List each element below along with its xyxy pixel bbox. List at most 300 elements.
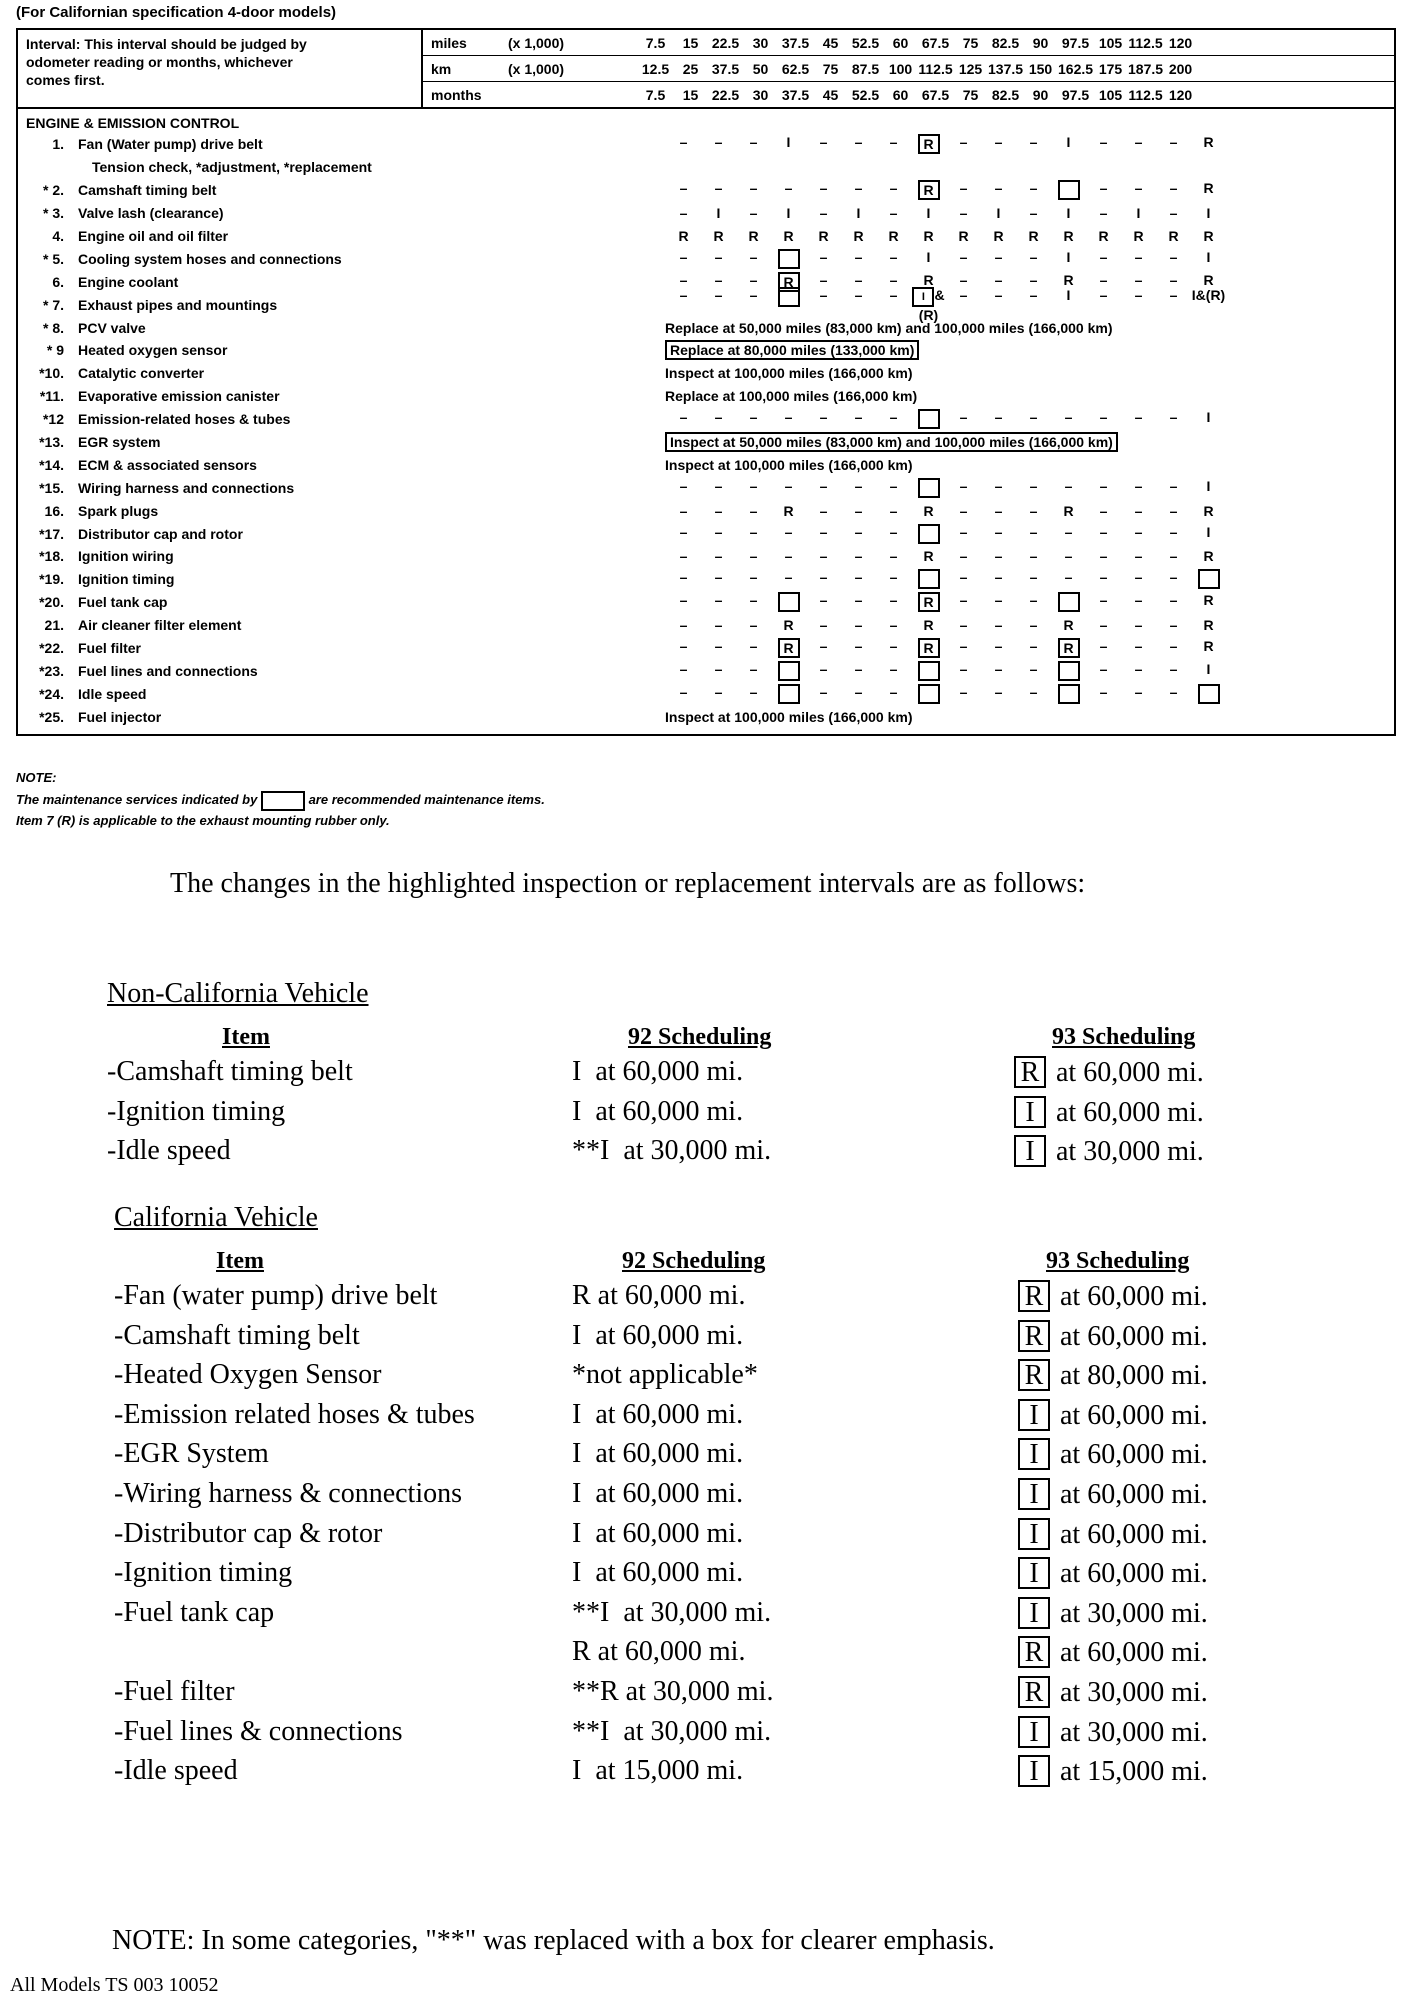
schedule-cell: R bbox=[783, 228, 794, 244]
schedule-cell: – bbox=[1099, 271, 1108, 288]
schedule-cell: – bbox=[854, 638, 863, 655]
scheduling-93-text: at 30,000 mi. bbox=[1060, 1677, 1208, 1708]
schedule-cell: – bbox=[1169, 523, 1178, 540]
boxed-code: I bbox=[1018, 1716, 1050, 1748]
schedule-cell: I bbox=[716, 205, 721, 222]
comparison-item: -Idle speed bbox=[114, 1755, 238, 1787]
schedule-cell bbox=[911, 569, 946, 589]
interval-value: 187.5 bbox=[1128, 60, 1164, 77]
scheduling-93 bbox=[1018, 1359, 1208, 1392]
schedule-cell: – bbox=[959, 548, 968, 565]
schedule-item bbox=[18, 545, 1394, 568]
schedule-cell: – bbox=[714, 660, 723, 677]
scheduling-92: **I at 30,000 mi. bbox=[572, 1596, 772, 1628]
schedule-item bbox=[18, 522, 1394, 545]
schedule-cell: – bbox=[679, 286, 688, 303]
schedule-cell: I bbox=[1066, 205, 1071, 222]
schedule-cell: – bbox=[1099, 502, 1108, 519]
schedule-cell: – bbox=[994, 683, 1003, 700]
schedule-cell: – bbox=[714, 638, 723, 655]
scheduling-92: I at 60,000 mi. bbox=[572, 1319, 744, 1351]
boxed-mark bbox=[778, 249, 800, 269]
schedule-cell: – bbox=[819, 638, 828, 655]
schedule-cell: – bbox=[854, 548, 863, 565]
interval-value: 37.5 bbox=[781, 86, 810, 103]
schedule-cell: – bbox=[819, 592, 828, 609]
schedule-cell: – bbox=[1099, 180, 1108, 197]
california-col-92: 92 Scheduling bbox=[622, 1248, 766, 1274]
schedule-cell: – bbox=[854, 286, 863, 303]
schedule-cell: – bbox=[714, 286, 723, 303]
schedule-cell: I bbox=[926, 205, 931, 222]
schedule-cell: – bbox=[1029, 683, 1038, 700]
interval-value: 30 bbox=[752, 86, 769, 103]
schedule-cell: – bbox=[1064, 548, 1073, 565]
item-name: Emission-related hoses & tubes bbox=[78, 411, 291, 428]
schedule-cell: – bbox=[1134, 271, 1143, 288]
schedule-cell: – bbox=[784, 477, 793, 494]
schedule-cell: – bbox=[854, 477, 863, 494]
interval-value: 120 bbox=[1168, 34, 1193, 51]
schedule-cell: – bbox=[819, 286, 828, 303]
scheduling-93 bbox=[1018, 1320, 1208, 1353]
item-number: *10. bbox=[39, 365, 64, 382]
schedule-cell: – bbox=[679, 180, 688, 197]
schedule-cell: – bbox=[714, 134, 723, 151]
interval-value: 75 bbox=[822, 60, 839, 77]
schedule-cell: R bbox=[853, 228, 864, 244]
schedule-cell: I bbox=[1206, 477, 1211, 494]
boxed-mark: R bbox=[778, 272, 800, 292]
boxed-code: I bbox=[1018, 1755, 1050, 1787]
schedule-cell: R bbox=[1063, 228, 1074, 244]
schedule-cell: – bbox=[959, 638, 968, 655]
schedule-cell: R bbox=[783, 502, 794, 519]
schedule-item bbox=[18, 637, 1394, 660]
schedule-item bbox=[18, 591, 1394, 614]
scheduling-93 bbox=[1018, 1399, 1208, 1432]
schedule-cell: I bbox=[926, 248, 931, 265]
schedule-cell: R bbox=[1203, 180, 1214, 197]
schedule-cell: – bbox=[854, 660, 863, 677]
schedule-items bbox=[18, 133, 1394, 734]
schedule-cell: R bbox=[923, 228, 934, 244]
schedule-cell: – bbox=[959, 134, 968, 151]
scheduling-93 bbox=[1018, 1280, 1208, 1313]
item-name: Idle speed bbox=[78, 685, 147, 702]
schedule-cell: – bbox=[819, 205, 828, 222]
schedule-cell: – bbox=[679, 683, 688, 700]
schedule-cell: – bbox=[1134, 660, 1143, 677]
boxed-code: R bbox=[1018, 1359, 1050, 1391]
item-name: PCV valve bbox=[78, 319, 146, 336]
non-california-col-item: Item bbox=[222, 1024, 270, 1050]
schedule-cell: R bbox=[818, 228, 829, 244]
comparison-item: -Camshaft timing belt bbox=[107, 1056, 353, 1087]
item-cells bbox=[666, 228, 1226, 244]
scheduling-93 bbox=[1018, 1676, 1208, 1709]
schedule-cell: – bbox=[749, 271, 758, 288]
interval-value: 75 bbox=[962, 86, 979, 103]
note-line-1-post: are recommended maintenance items. bbox=[308, 792, 545, 807]
schedule-item bbox=[18, 202, 1394, 225]
comparison-item: -Fan (water pump) drive belt bbox=[114, 1280, 438, 1311]
schedule-cell: R bbox=[1203, 134, 1214, 151]
boxed-mark bbox=[778, 661, 800, 681]
item-number: 21. bbox=[44, 617, 64, 634]
interval-value: 25 bbox=[682, 60, 699, 77]
schedule-cell: – bbox=[749, 248, 758, 265]
interval-multiplier: (x 1,000) bbox=[508, 34, 565, 51]
boxed-mark: R bbox=[918, 134, 940, 154]
schedule-cell: – bbox=[679, 248, 688, 265]
item-cells bbox=[666, 249, 1226, 269]
scheduling-93-text: at 60,000 mi. bbox=[1060, 1518, 1208, 1550]
schedule-cell: – bbox=[749, 134, 758, 151]
scheduling-92: I at 15,000 mi. bbox=[572, 1755, 744, 1787]
scheduling-93-text: at 60,000 mi. bbox=[1060, 1479, 1208, 1510]
schedule-cell: – bbox=[714, 592, 723, 609]
scheduling-93 bbox=[1014, 1096, 1204, 1129]
schedule-cell: – bbox=[1169, 248, 1178, 265]
schedule-cell: – bbox=[959, 660, 968, 677]
schedule-cell: – bbox=[1029, 271, 1038, 288]
schedule-item bbox=[18, 453, 1394, 476]
schedule-cell: – bbox=[819, 548, 828, 565]
schedule-cell: – bbox=[749, 409, 758, 426]
schedule-item bbox=[18, 705, 1394, 728]
schedule-cell: – bbox=[1099, 548, 1108, 565]
scheduling-92: R at 60,000 mi. bbox=[572, 1636, 746, 1668]
boxed-mark: R bbox=[778, 638, 800, 658]
interval-value: 67.5 bbox=[921, 86, 950, 103]
interval-value: 112.5 bbox=[1128, 86, 1163, 103]
schedule-cell: – bbox=[1169, 592, 1178, 609]
interval-value: 15 bbox=[682, 86, 699, 103]
schedule-cell: – bbox=[1099, 683, 1108, 700]
schedule-item bbox=[18, 659, 1394, 682]
schedule-cell: – bbox=[889, 617, 898, 634]
schedule-cell: – bbox=[1064, 409, 1073, 426]
schedule-cell: – bbox=[1134, 638, 1143, 655]
schedule-cell: – bbox=[819, 683, 828, 700]
schedule-cell: – bbox=[749, 592, 758, 609]
schedule-cell: – bbox=[1029, 617, 1038, 634]
schedule-cell: I bbox=[996, 205, 1001, 222]
interval-description bbox=[18, 30, 423, 107]
schedule-cell: – bbox=[679, 477, 688, 494]
schedule-cell: – bbox=[679, 134, 688, 151]
schedule-cell: – bbox=[1134, 502, 1143, 519]
item-cells bbox=[666, 180, 1226, 200]
boxed-mark bbox=[1058, 661, 1080, 681]
schedule-cell: – bbox=[819, 523, 828, 540]
schedule-cell: – bbox=[854, 592, 863, 609]
scheduling-93-text: at 60,000 mi. bbox=[1060, 1399, 1208, 1431]
scheduling-93 bbox=[1018, 1636, 1208, 1669]
boxed-mark: I bbox=[912, 287, 934, 307]
schedule-cell: – bbox=[1064, 569, 1073, 586]
boxed-code: I bbox=[1014, 1135, 1046, 1167]
schedule-cell: – bbox=[749, 548, 758, 565]
interval-value: 30 bbox=[752, 34, 769, 51]
schedule-cell: – bbox=[819, 569, 828, 586]
item-number: * 7. bbox=[42, 296, 64, 313]
schedule-cell: R bbox=[713, 228, 724, 244]
schedule-item bbox=[18, 156, 1394, 179]
interval-value: 175 bbox=[1098, 60, 1123, 77]
schedule-cell: – bbox=[1099, 248, 1108, 265]
schedule-cell: – bbox=[1134, 617, 1143, 634]
schedule-cell: I bbox=[1136, 205, 1141, 222]
item-name: Engine oil and oil filter bbox=[78, 228, 229, 244]
interval-text-line: odometer reading or months, whichever bbox=[26, 54, 293, 70]
schedule-cell bbox=[1191, 684, 1226, 704]
schedule-cell: R bbox=[888, 228, 899, 244]
schedule-cell: R bbox=[748, 228, 759, 244]
interval-rows bbox=[423, 30, 1394, 107]
item-name: EGR system bbox=[78, 434, 161, 451]
schedule-cell: – bbox=[994, 180, 1003, 197]
schedule-cell: – bbox=[714, 548, 723, 565]
schedule-cell: – bbox=[854, 180, 863, 197]
schedule-cell: – bbox=[679, 569, 688, 586]
scheduling-93-text: at 60,000 mi. bbox=[1060, 1637, 1208, 1669]
schedule-item bbox=[18, 225, 1394, 248]
schedule-cell: – bbox=[1169, 638, 1178, 655]
scheduling-93-text: at 60,000 mi. bbox=[1056, 1057, 1204, 1088]
scheduling-92: I at 60,000 mi. bbox=[572, 1095, 744, 1127]
california-col-93: 93 Scheduling bbox=[1046, 1248, 1190, 1274]
item-number: *23. bbox=[39, 662, 64, 679]
scheduling-93 bbox=[1014, 1135, 1204, 1168]
item-cells bbox=[666, 638, 1226, 658]
item-cells bbox=[666, 661, 1226, 681]
schedule-cell bbox=[771, 592, 806, 612]
scheduling-92: *not applicable* bbox=[572, 1359, 758, 1391]
schedule-cell: – bbox=[1134, 523, 1143, 540]
boxed-code: R bbox=[1014, 1056, 1046, 1088]
schedule-cell: – bbox=[994, 638, 1003, 655]
interval-value: 52.5 bbox=[851, 86, 880, 103]
boxed-mark: R bbox=[918, 592, 940, 612]
schedule-cell: R bbox=[923, 617, 934, 634]
schedule-cell: – bbox=[959, 502, 968, 519]
item-number: *17. bbox=[39, 525, 64, 542]
scheduling-92: **R at 30,000 mi. bbox=[572, 1676, 774, 1707]
item-number: *24. bbox=[39, 685, 64, 702]
interval-value: 125 bbox=[958, 60, 983, 77]
interval-value: 97.5 bbox=[1061, 34, 1090, 51]
scheduling-92: I at 60,000 mi. bbox=[572, 1056, 744, 1087]
schedule-cell: – bbox=[679, 409, 688, 426]
item-note: Replace at 80,000 miles (133,000 km) bbox=[665, 340, 919, 360]
boxed-mark bbox=[1058, 180, 1080, 200]
item-cells bbox=[666, 569, 1226, 589]
schedule-cell: – bbox=[1134, 409, 1143, 426]
maintenance-schedule-table bbox=[16, 28, 1396, 736]
item-name: Distributor cap and rotor bbox=[78, 525, 243, 542]
schedule-cell: – bbox=[1134, 477, 1143, 494]
schedule-cell: – bbox=[854, 569, 863, 586]
interval-value: 105 bbox=[1098, 86, 1123, 103]
schedule-cell: – bbox=[1029, 660, 1038, 677]
boxed-code: I bbox=[1018, 1478, 1050, 1510]
schedule-cell: – bbox=[1169, 548, 1178, 565]
schedule-cell: – bbox=[679, 271, 688, 288]
interval-header bbox=[18, 30, 1394, 109]
schedule-cell: – bbox=[854, 134, 863, 151]
interval-value: 60 bbox=[892, 86, 909, 103]
schedule-cell: – bbox=[1134, 134, 1143, 151]
interval-value: 137.5 bbox=[988, 60, 1024, 77]
schedule-cell: – bbox=[889, 477, 898, 494]
scheduling-92: I at 60,000 mi. bbox=[572, 1398, 744, 1430]
item-name: Cooling system hoses and connections bbox=[78, 250, 342, 267]
schedule-cell bbox=[911, 409, 946, 429]
item-note: Replace at 100,000 miles (166,000 km) bbox=[665, 388, 918, 405]
schedule-cell: I bbox=[1206, 409, 1211, 426]
schedule-cell: – bbox=[679, 617, 688, 634]
schedule-cell: – bbox=[889, 286, 898, 303]
item-number: *15. bbox=[39, 479, 64, 496]
schedule-cell bbox=[911, 684, 946, 704]
schedule-cell: R bbox=[1063, 271, 1074, 288]
comparison-item: -Emission related hoses & tubes bbox=[114, 1398, 475, 1430]
intro-text: The changes in the highlighted inspection or replacement intervals are as follows: bbox=[170, 868, 1086, 899]
scheduling-93-text: at 80,000 mi. bbox=[1060, 1360, 1208, 1392]
interval-value: 62.5 bbox=[781, 60, 810, 77]
schedule-cell: – bbox=[784, 569, 793, 586]
boxed-code: R bbox=[1018, 1320, 1050, 1352]
interval-row bbox=[423, 56, 1394, 82]
schedule-cell: – bbox=[819, 660, 828, 677]
item-number: *18. bbox=[39, 548, 64, 565]
scheduling-93 bbox=[1018, 1755, 1208, 1788]
schedule-cell: R bbox=[923, 502, 934, 519]
schedule-cell: – bbox=[819, 271, 828, 288]
boxed-mark bbox=[778, 287, 800, 307]
schedule-cell: – bbox=[959, 248, 968, 265]
interval-row bbox=[423, 82, 1394, 107]
item-cells bbox=[666, 134, 1226, 154]
scheduling-93-text: at 60,000 mi. bbox=[1056, 1096, 1204, 1128]
scheduling-93 bbox=[1018, 1478, 1208, 1511]
schedule-cell: – bbox=[819, 502, 828, 519]
schedule-cell: – bbox=[679, 592, 688, 609]
scheduling-93 bbox=[1014, 1056, 1204, 1089]
interval-text-line: Interval: This interval should be judged by bbox=[26, 36, 307, 52]
schedule-cell: R bbox=[1098, 228, 1109, 244]
schedule-cell: – bbox=[784, 180, 793, 197]
interval-value: 82.5 bbox=[991, 34, 1020, 51]
schedule-cell: R bbox=[923, 271, 934, 288]
item-number: * 8. bbox=[42, 319, 64, 336]
interval-value: 12.5 bbox=[641, 60, 670, 77]
schedule-cell: – bbox=[1099, 205, 1108, 222]
schedule-cell: – bbox=[714, 617, 723, 634]
schedule-cell: R bbox=[1028, 228, 1039, 244]
schedule-cell: – bbox=[1169, 617, 1178, 634]
scheduling-93 bbox=[1018, 1438, 1208, 1471]
interval-value: 52.5 bbox=[851, 34, 880, 51]
schedule-cell: – bbox=[994, 271, 1003, 288]
interval-value: 67.5 bbox=[921, 34, 950, 51]
schedule-cell: – bbox=[889, 180, 898, 197]
boxed-code: I bbox=[1018, 1518, 1050, 1550]
item-number: *20. bbox=[39, 594, 64, 611]
schedule-cell bbox=[771, 287, 806, 323]
item-note: Inspect at 50,000 miles (83,000 km) and 100,000 miles (166,000 km) bbox=[665, 432, 1118, 452]
item-name: Fuel filter bbox=[78, 640, 142, 657]
comparison-item: -Fuel tank cap bbox=[114, 1596, 275, 1628]
schedule-cell: – bbox=[749, 569, 758, 586]
schedule-cell: – bbox=[889, 134, 898, 151]
item-number: *12 bbox=[42, 411, 64, 428]
california-col-item: Item bbox=[216, 1248, 264, 1274]
comparison-item: -Idle speed bbox=[107, 1135, 231, 1167]
schedule-cell: – bbox=[889, 205, 898, 222]
schedule-item bbox=[18, 133, 1394, 156]
footnote: NOTE: In some categories, "**" was replaced with a box for clearer emphasis. bbox=[112, 1925, 995, 1956]
schedule-item bbox=[18, 408, 1394, 431]
schedule-cell: – bbox=[994, 569, 1003, 586]
schedule-cell: – bbox=[1029, 592, 1038, 609]
schedule-cell: R bbox=[958, 228, 969, 244]
schedule-cell: – bbox=[1029, 569, 1038, 586]
schedule-item bbox=[18, 247, 1394, 270]
scheduling-92: I at 60,000 mi. bbox=[572, 1438, 744, 1470]
schedule-cell: – bbox=[1169, 683, 1178, 700]
schedule-cell: – bbox=[749, 660, 758, 677]
schedule-cell bbox=[1191, 569, 1226, 589]
schedule-cell: – bbox=[994, 409, 1003, 426]
schedule-cell: – bbox=[1169, 477, 1178, 494]
note-label: NOTE: bbox=[16, 770, 57, 785]
scheduling-92: **I at 30,000 mi. bbox=[572, 1135, 772, 1167]
schedule-cell: – bbox=[819, 180, 828, 197]
schedule-cell: – bbox=[854, 617, 863, 634]
schedule-cell: – bbox=[749, 523, 758, 540]
boxed-mark bbox=[778, 684, 800, 704]
schedule-cell: – bbox=[959, 477, 968, 494]
schedule-cell: – bbox=[1169, 409, 1178, 426]
scheduling-93 bbox=[1018, 1518, 1208, 1551]
california-title: California Vehicle bbox=[114, 1202, 318, 1233]
interval-text-line: comes first. bbox=[26, 72, 105, 88]
boxed-mark: R bbox=[918, 638, 940, 658]
boxed-code: I bbox=[1018, 1597, 1050, 1629]
non-california-col-93: 93 Scheduling bbox=[1052, 1024, 1196, 1050]
schedule-cell bbox=[1051, 661, 1086, 681]
item-note: Inspect at 100,000 miles (166,000 km) bbox=[665, 365, 913, 382]
comparison-item: -Fuel filter bbox=[114, 1676, 235, 1707]
interval-value: 90 bbox=[1032, 34, 1049, 51]
interval-value: 87.5 bbox=[851, 60, 880, 77]
item-number: *11. bbox=[39, 388, 64, 405]
scheduling-92: I at 60,000 mi. bbox=[572, 1557, 744, 1589]
comparison-item: -EGR System bbox=[114, 1438, 269, 1470]
schedule-item bbox=[18, 476, 1394, 499]
boxed-mark bbox=[918, 478, 940, 498]
schedule-cell: R bbox=[1063, 617, 1074, 634]
item-name: Wiring harness and connections bbox=[78, 479, 295, 496]
schedule-cell: – bbox=[714, 477, 723, 494]
schedule-cell: – bbox=[1099, 569, 1108, 586]
schedule-cell: – bbox=[959, 592, 968, 609]
schedule-cell: – bbox=[889, 592, 898, 609]
item-number: 4. bbox=[52, 228, 64, 244]
